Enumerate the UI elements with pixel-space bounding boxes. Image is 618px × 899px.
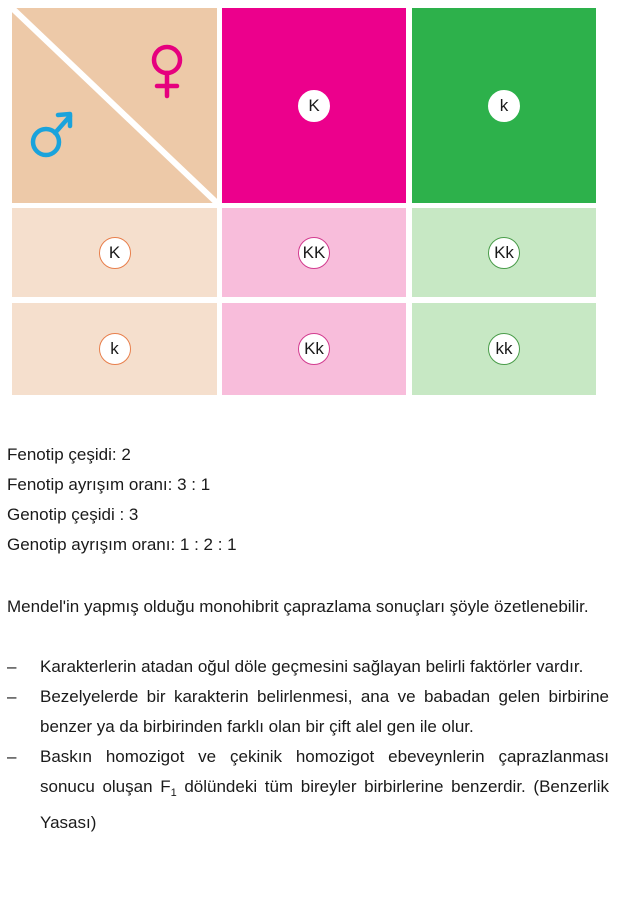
female-symbol-icon bbox=[154, 47, 180, 96]
allele-circle: K bbox=[298, 90, 330, 122]
genotype-circle: Kk bbox=[298, 333, 330, 365]
list-item-text: Karakterlerin atadan oğul döle geçmesini sağlayan belirli faktörler vardır. bbox=[40, 657, 584, 676]
ratio-stats bbox=[7, 440, 237, 560]
male-allele-header-K bbox=[12, 208, 217, 297]
list-item-text: Bezelyelerde bir karakterin belirlenmesi, ana ve babadan gelen birbirine benzer ya da birbirinden farklı olan bir çift alel gen ile olur. bbox=[40, 687, 609, 736]
list-item-text-end: dölündeki tüm bireyler birbirlerine benzerdir. (Benzerlik Yasası) bbox=[40, 777, 609, 832]
phenotype-count: Fenotip çeşidi: 2 bbox=[7, 445, 131, 464]
offspring-cell-kk bbox=[412, 303, 596, 395]
female-allele-header-K bbox=[222, 8, 406, 203]
genotype-circle: kk bbox=[488, 333, 520, 365]
offspring-cell-KK bbox=[222, 208, 406, 297]
list-item bbox=[7, 742, 609, 838]
list-item bbox=[7, 652, 609, 682]
genotype-circle: KK bbox=[298, 237, 330, 269]
male-symbol-icon bbox=[33, 114, 70, 155]
subscript-1: 1 bbox=[170, 787, 177, 799]
offspring-cell-Kk bbox=[412, 208, 596, 297]
list-item bbox=[7, 682, 609, 742]
allele-circle: k bbox=[488, 90, 520, 122]
punnett-corner-cell bbox=[12, 8, 217, 203]
bullet-dash: – bbox=[7, 747, 17, 766]
allele-circle: k bbox=[99, 333, 131, 365]
genotype-circle: Kk bbox=[488, 237, 520, 269]
bullet-dash: – bbox=[7, 657, 17, 676]
phenotype-ratio: Fenotip ayrışım oranı: 3 : 1 bbox=[7, 475, 211, 494]
corner-diagonal bbox=[12, 8, 217, 203]
list-item-text-start: Baskın homozigot ve çekinik homozigot ebeveynlerin çaprazlanması sonucu oluşan F bbox=[40, 747, 609, 796]
female-allele-header-k bbox=[412, 8, 596, 203]
bullet-dash: – bbox=[7, 687, 17, 706]
male-allele-header-k bbox=[12, 303, 217, 395]
conclusion-list bbox=[7, 652, 609, 838]
genotype-count: Genotip çeşidi : 3 bbox=[7, 505, 139, 524]
intro-paragraph: Mendel'in yapmış olduğu monohibrit çaprazlama sonuçları şöyle özetlenebilir. bbox=[7, 597, 589, 616]
allele-circle: K bbox=[99, 237, 131, 269]
offspring-cell-Kk bbox=[222, 303, 406, 395]
genotype-ratio: Genotip ayrışım oranı: 1 : 2 : 1 bbox=[7, 535, 237, 554]
